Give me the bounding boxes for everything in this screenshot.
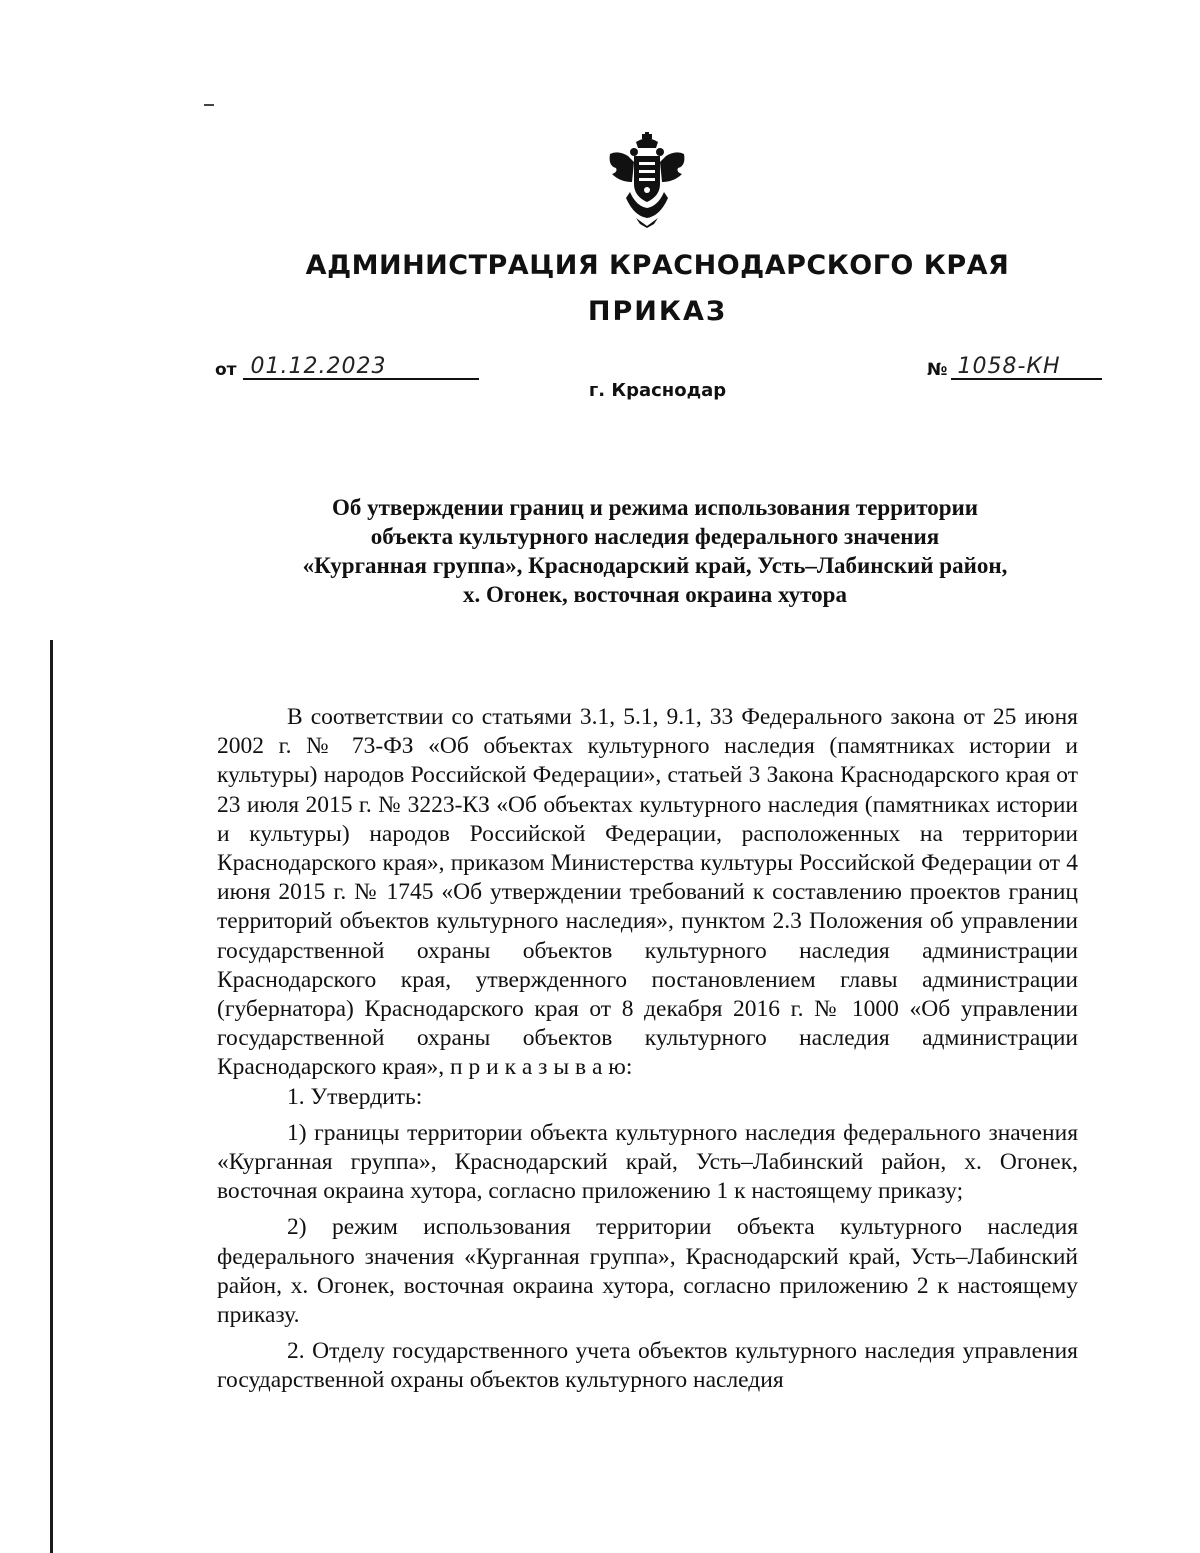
number-field (927, 356, 1102, 380)
scan-edge-mark (50, 640, 53, 1553)
scan-artifact (204, 104, 214, 106)
city: г. Краснодар (588, 380, 727, 401)
date-value: 01.12.2023 (243, 356, 479, 380)
subject-line: Об утверждении границ и режима использования территории (331, 495, 979, 520)
date-field (215, 356, 479, 380)
date-prefix: от (215, 360, 237, 380)
body-paragraph: 1) границы территории объекта культурного наследия федерального значения «Курганная группа», Краснодарский край, Усть–Лабинский район, х. Огонек, восточная окраина хутора, согласно приложению 1 к настоящему приказу; (217, 1119, 1078, 1205)
body-paragraph: 2) режим использования территории объекта культурного наследия федерального значения «Курганная группа», Краснодарский край, Усть–Лабинский район, х. Огонек, восточная окраина хутора, согласно приложению 2 к настоящему приказу. (217, 1214, 1078, 1329)
subject-line: объекта культурного наследия федерального значения (370, 524, 940, 549)
body-paragraph: В соответствии со статьями 3.1, 5.1, 9.1, 33 Федерального закона от 25 июня 2002 г. № 73-ФЗ «Об объектах культурного наследия (памятниках истории и культуры) народов Российской Федерации», статьей 3 Закона Краснодарского края от 23 июля 2015 г. № 3223-КЗ «Об объектах культурного наследия (памятниках истории и культуры) народов Российской Федерации, расположенных на территории Краснодарского края», приказом Министерства культуры Российской Федерации от 4 июня 2015 г. № 1745 «Об утверждении требований к составлению проектов границ территорий объектов культурного наследия», пунктом 2.3 Положения об управлении государственной охраны объектов культурного наследия администрации Краснодарского края, утвержденного постановлением главы администрации (губернатора) Краснодарского края от 8 декабря 2016 г. № 1000 «Об управлении государственной охраны объектов культурного наследия администрации Краснодарского края», п р и к а з ы в а ю: (217, 704, 1078, 1081)
number-prefix: № (927, 360, 948, 380)
subject-line: х. Огонек, восточная окраина хутора (463, 582, 847, 607)
coat-of-arms-emblem (606, 132, 688, 228)
body-paragraph: 1. Утвердить: (287, 1083, 423, 1110)
organization-title: АДМИНИСТРАЦИЯ КРАСНОДАРСКОГО КРАЯ (305, 250, 1010, 281)
document-type: ПРИКАЗ (587, 296, 728, 327)
body-paragraph: 2. Отделу государственного учета объектов культурного наследия управления государственной охраны объектов культурного наследия (217, 1338, 1078, 1394)
subject-line: «Курганная группа», Краснодарский край, Усть–Лабинский район, (302, 553, 1008, 578)
document-subject (210, 493, 1100, 609)
number-value: 1058-КН (951, 356, 1102, 380)
document-body (217, 703, 1078, 1396)
